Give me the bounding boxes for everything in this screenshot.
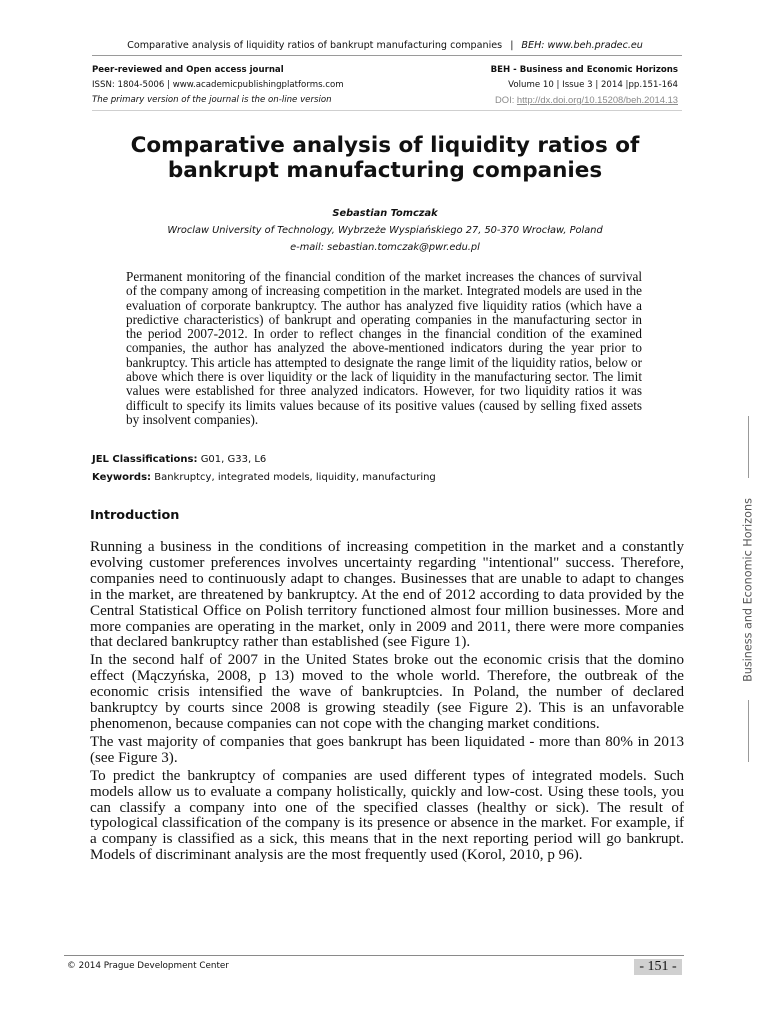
- introduction-body: [90, 540, 684, 866]
- journal-doi: [495, 94, 678, 105]
- introduction-heading: Introduction: [90, 508, 180, 523]
- jel-classifications: [92, 454, 266, 465]
- intro-paragraph-4: To predict the bankruptcy of companies are used different types of integrated models. Such models allow us to evaluate a company holistically, quickly and low-cost. Using these tools, you can classify a company into one of the specified classes (healthy or sick). The result of typological classification of the company is its presence or absence in the market. For example, if a company is classified as a sick, this means that in the next reporting period will go bankrupt. Models of discriminant analysis are the most frequently used (Korol, 2010, p 96).: [90, 767, 684, 864]
- author-email: e-mail: sebastian.tomczak@pwr.edu.pl: [290, 242, 480, 253]
- abstract: Permanent monitoring of the financial condition of the market increases the chances of survival of the company among of increasing competition in the market. Integrated models are used in the evaluation of corporate bankruptcy. The author has analyzed five liquidity ratios (which have a predictive characteristics) of bankrupt and operating companies in the manufacturing sector in the period 2007-2012. In order to reflect changes in the financial condition of the examined companies, the author has analyzed the above-mentioned indicators during the year prior to bankruptcy. This article has attempted to designate the range limit of the liquidity ratios, below or above which there is over liquidity or the lack of liquidity in the manufacturing sector. The limit values were established for three analyzed indicators. However, for two liquidity ratios it was difficult to specify its limits values because of its positive values (caused by selling fixed assets by insolvent companies).: [126, 269, 642, 427]
- intro-paragraph-1: Running a business in the conditions of increasing competition in the market and a constantly evolving customer preferences involves uncertainty regarding "intentional" success. Therefore, companies need to continuously adapt to changes. Businesses that are unable to adapt to changes in the market, are threatened by bankruptcy. At the end of 2012 according to data provided by the Central Statistical Office on Polish territory functioned almost four million businesses. More and more companies are operating in the market, only in 2009 and 2011, there were more companies that declared bankruptcy rather than established (see Figure 1).: [90, 539, 684, 651]
- journal-volume: Volume 10 | Issue 3 | 2014 |pp.151-164: [508, 80, 678, 90]
- journal-primary-version: The primary version of the journal is the on-line version: [92, 95, 332, 105]
- keywords: [92, 472, 436, 483]
- jel-value: G01, G33, L6: [200, 454, 267, 465]
- jel-label: JEL Classifications:: [92, 454, 198, 465]
- article-title: [60, 133, 710, 183]
- keywords-value: Bankruptcy, integrated models, liquidity, manufacturing: [154, 472, 436, 483]
- author-affiliation: Wroclaw University of Technology, Wybrzeże Wyspiańskiego 27, 50-370 Wrocław, Poland: [167, 225, 603, 236]
- running-header: [0, 40, 770, 51]
- journal-issn: ISSN: 1804-5006 | www.academicpublishingplatforms.com: [92, 80, 344, 90]
- journal-info-rule: [92, 110, 682, 111]
- journal-name: BEH - Business and Economic Horizons: [490, 65, 678, 75]
- footer-copyright: © 2014 Prague Development Center: [67, 961, 229, 971]
- side-journal-label: Business and Economic Horizons: [741, 498, 755, 682]
- journal-peer-reviewed: Peer-reviewed and Open access journal: [92, 65, 284, 75]
- page-number: - 151 -: [634, 959, 682, 975]
- intro-paragraph-3: The vast majority of companies that goes bankrupt has been liquidated - more than 80% in 2013 (see Figure 3).: [90, 733, 684, 766]
- author-name: Sebastian Tomczak: [332, 208, 438, 219]
- side-line-bottom: [748, 700, 749, 762]
- footer-rule: [64, 955, 684, 956]
- doi-link[interactable]: http://dx.doi.org/10.15208/beh.2014.13: [516, 94, 678, 105]
- header-rule: [92, 55, 682, 56]
- side-line-top: [748, 416, 749, 478]
- doi-label: DOI:: [495, 94, 515, 105]
- running-title: Comparative analysis of liquidity ratios of bankrupt manufacturing companies: [127, 40, 503, 51]
- intro-paragraph-2: In the second half of 2007 in the United States broke out the economic crisis that the domino effect (Mączyńska, 2008, p 13) moved to the whole world. Therefore, the outbreak of the economic crisis intensified the wave of bankruptcies. In Poland, the number of declared bankruptcy by courts since 2008 is growing steadily (see Figure 2). This is an unfavorable phenomenon, because companies can not cope with the changing market conditions.: [90, 652, 684, 732]
- title-line-2: bankrupt manufacturing companies: [167, 158, 603, 183]
- journal-url: BEH: www.beh.pradec.eu: [521, 40, 643, 51]
- keywords-label: Keywords:: [92, 472, 152, 483]
- header-separator: |: [510, 40, 514, 51]
- title-line-1: Comparative analysis of liquidity ratios of: [130, 133, 640, 158]
